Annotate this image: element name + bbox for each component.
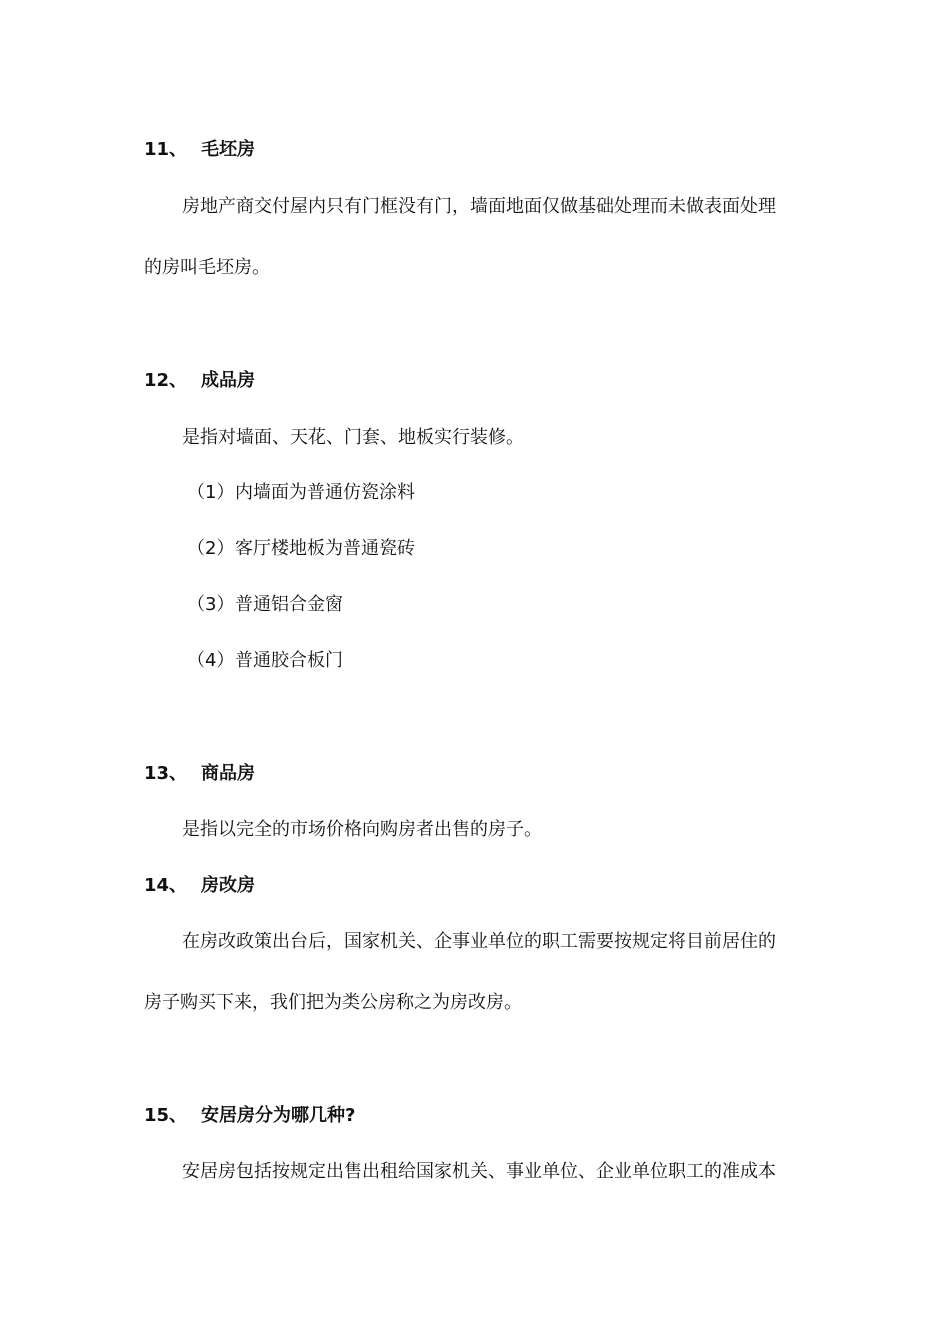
section-number: 13、 — [144, 763, 188, 784]
list-item-text: 普通胶合板门 — [235, 650, 343, 671]
list-item — [187, 537, 415, 561]
section-number: 12、 — [144, 370, 188, 391]
list-item — [187, 649, 343, 673]
section-title: 房改房 — [201, 875, 255, 896]
section-heading — [144, 874, 255, 898]
list-marker: （1） — [187, 482, 235, 503]
section-number: 15、 — [144, 1105, 188, 1126]
list-marker: （3） — [187, 594, 235, 615]
list-item-text: 普通铝合金窗 — [235, 594, 343, 615]
paragraph-line: 在房改政策出台后，国家机关、企事业单位的职工需要按规定将目前居住的 — [182, 931, 776, 952]
paragraph-line: 房子购买下来，我们把为类公房称之为房改房。 — [144, 992, 522, 1013]
paragraph-line: 的房叫毛坯房。 — [144, 257, 270, 278]
section-heading — [144, 762, 255, 786]
section-heading — [144, 1104, 355, 1128]
list-marker: （2） — [187, 538, 235, 559]
section-number: 11、 — [144, 139, 188, 160]
section-heading — [144, 138, 255, 162]
section-title: 毛坯房 — [201, 139, 255, 160]
list-item-text: 客厅楼地板为普通瓷砖 — [235, 538, 415, 559]
section-number: 14、 — [144, 875, 188, 896]
paragraph-line: 是指对墙面、天花、门套、地板实行装修。 — [182, 427, 524, 448]
list-item-text: 内墙面为普通仿瓷涂料 — [235, 482, 415, 503]
section-title: 成品房 — [201, 370, 255, 391]
paragraph-line: 安居房包括按规定出售出租给国家机关、事业单位、企业单位职工的准成本 — [182, 1161, 776, 1182]
section-heading — [144, 369, 255, 393]
list-marker: （4） — [187, 650, 235, 671]
section-title: 安居房分为哪几种? — [201, 1105, 356, 1126]
paragraph-line: 是指以完全的市场价格向购房者出售的房子。 — [182, 819, 542, 840]
list-item — [187, 593, 343, 617]
section-title: 商品房 — [201, 763, 255, 784]
list-item — [187, 481, 415, 505]
paragraph-line: 房地产商交付屋内只有门框没有门，墙面地面仅做基础处理而未做表面处理 — [182, 196, 776, 217]
